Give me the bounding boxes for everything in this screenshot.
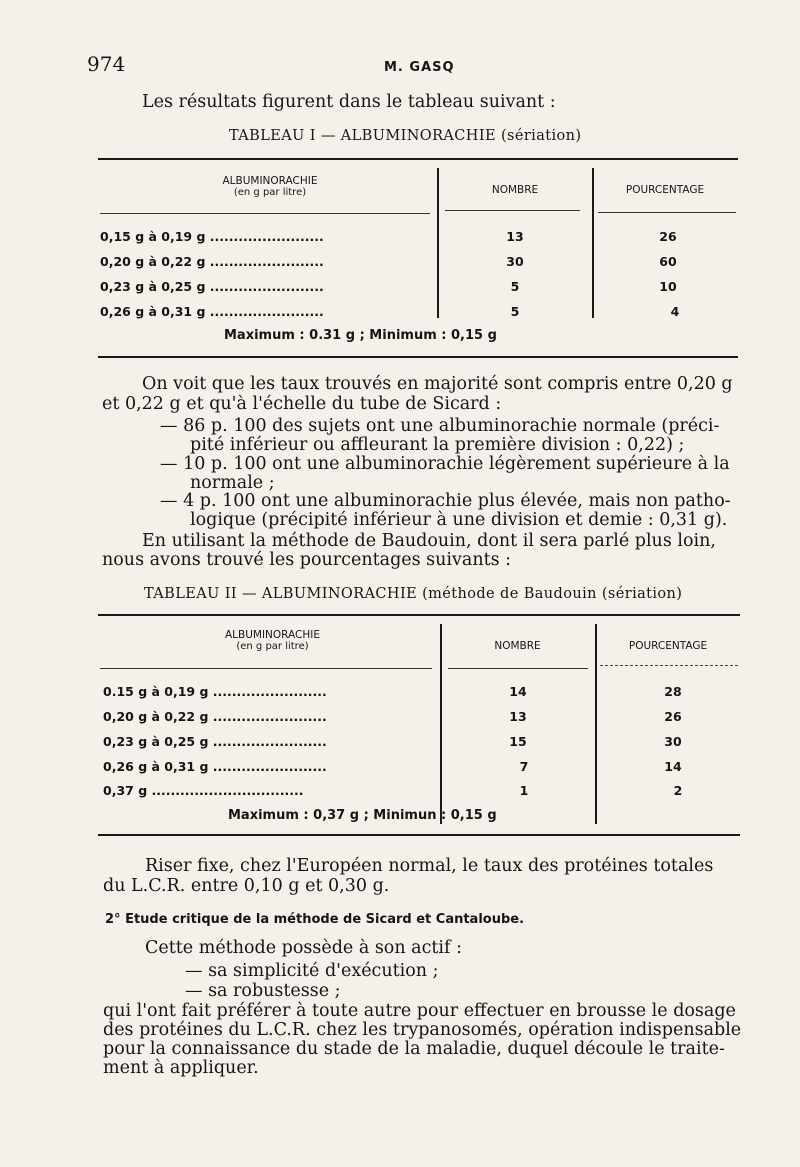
list-item: — sa simplicité d'exécution ;: [185, 961, 439, 981]
para4-line6: pour la connaissance du stade de la maladie, duquel découle le traite-: [103, 1039, 725, 1059]
table-cell-pct: 26: [664, 709, 682, 724]
list-item: — 86 p. 100 des sujets ont une albuminorachie normale (préci-: [160, 416, 720, 436]
running-header: M. GASQ: [384, 60, 455, 75]
table-cell-pct: 60: [659, 254, 677, 269]
table2-header-underline-2: [448, 668, 588, 669]
list-item: pité inférieur ou affleurant la première division : 0,22) ;: [190, 435, 685, 455]
list-item: — 10 p. 100 ont une albuminorachie légèrement supérieure à la: [160, 454, 730, 474]
list-item: — 4 p. 100 ont une albuminorachie plus élevée, mais non patho-: [160, 491, 731, 511]
table1-col1-header: [140, 175, 400, 199]
table2-header-underline-1: [100, 668, 432, 669]
table1-col3-header: POURCENTAGE: [625, 184, 705, 196]
table1-top-rule: [98, 158, 738, 160]
table1-divider-2: [592, 168, 594, 318]
table-cell-nombre: 7: [519, 759, 529, 774]
para3-line2: du L.C.R. entre 0,10 g et 0,30 g.: [103, 876, 390, 896]
table-cell-pct: 14: [664, 759, 682, 774]
para4-line1: Cette méthode possède à son actif :: [145, 938, 462, 958]
table1-col1-subtitle: (en g par litre): [233, 187, 307, 198]
para4-line4: qui l'ont fait préférer à toute autre pour effectuer en brousse le dosage: [103, 1001, 736, 1021]
table1-header-underline-1: [100, 213, 430, 214]
table-cell-nombre: 15: [509, 734, 527, 749]
para1-line2: et 0,22 g et qu'à l'échelle du tube de Sicard :: [102, 394, 502, 414]
table-row: 0,20 g à 0,22 g ........................: [103, 709, 327, 724]
table-cell-pct: 10: [659, 279, 677, 294]
para3-line1: Riser fixe, chez l'Européen normal, le taux des protéines totales: [145, 856, 714, 876]
table1-minmax: Maximum : 0.31 g ; Minimum : 0,15 g: [224, 328, 497, 343]
para2-line1: En utilisant la méthode de Baudouin, dont il sera parlé plus loin,: [142, 531, 716, 551]
table1-col2-header: NOMBRE: [491, 184, 539, 196]
table-cell-nombre: 1: [519, 783, 529, 798]
list-item: logique (précipité inférieur à une division et demie : 0,31 g).: [190, 510, 728, 530]
table-cell-pct: 30: [664, 734, 682, 749]
list-item: normale ;: [190, 473, 275, 493]
table-row: 0.15 g à 0,19 g ........................: [103, 684, 327, 699]
para4-line7: ment à appliquer.: [103, 1058, 259, 1078]
table-cell-nombre: 13: [509, 709, 527, 724]
table1-caption: TABLEAU I — ALBUMINORACHIE (sériation): [229, 128, 582, 144]
table1-col1-title: ALBUMINORACHIE: [222, 175, 318, 187]
table-row: 0,15 g à 0,19 g ........................: [100, 229, 324, 244]
section-title: 2° Etude critique de la méthode de Sicard et Cantaloube.: [105, 912, 525, 927]
table-row: 0,23 g à 0,25 g ........................: [103, 734, 327, 749]
para2-line2: nous avons trouvé les pourcentages suivants :: [102, 550, 512, 570]
table2-header-underline-3: [600, 665, 738, 666]
table2-caption: TABLEAU II — ALBUMINORACHIE (méthode de Baudouin (sériation): [144, 586, 683, 602]
table-cell-pct: 2: [673, 783, 683, 798]
table2-minmax: Maximum : 0,37 g ; Minimun : 0,15 g: [228, 808, 497, 823]
para4-line5: des protéines du L.C.R. chez les trypanosomés, opération indispensable: [103, 1020, 742, 1040]
table-row: 0,23 g à 0,25 g ........................: [100, 279, 324, 294]
table-row: 0,26 g à 0,31 g ........................: [103, 759, 327, 774]
table-cell-nombre: 5: [510, 279, 520, 294]
table-row: 0,37 g ................................: [103, 783, 304, 798]
table-row: 0,20 g à 0,22 g ........................: [100, 254, 324, 269]
list-item: — sa robustesse ;: [185, 981, 341, 1001]
table2-col1-header: [140, 629, 405, 653]
para1-line1: On voit que les taux trouvés en majorité sont compris entre 0,20 g: [142, 374, 733, 394]
table-cell-pct: 28: [664, 684, 682, 699]
table2-col1-subtitle: (en g par litre): [236, 641, 309, 652]
table2-col3-header: POURCENTAGE: [628, 640, 708, 652]
table2-col2-header: NOMBRE: [494, 640, 541, 652]
table2-top-rule: [98, 614, 740, 616]
table2-divider-1: [440, 624, 442, 824]
table-cell-pct: 26: [659, 229, 677, 244]
table1-bottom-rule: [98, 356, 738, 358]
table-cell-nombre: 30: [506, 254, 524, 269]
page-number: 974: [87, 52, 126, 76]
table1-header-underline-3: [598, 212, 736, 213]
table-cell-nombre: 14: [509, 684, 527, 699]
intro-text: Les résultats figurent dans le tableau suivant :: [142, 92, 556, 112]
table1-header-underline-2: [445, 210, 580, 211]
table-cell-pct: 4: [670, 304, 680, 319]
table2-col1-title: ALBUMINORACHIE: [224, 629, 321, 641]
table2-divider-2: [595, 624, 597, 824]
table-cell-nombre: 13: [506, 229, 524, 244]
table2-bottom-rule: [98, 834, 740, 836]
table1-divider-1: [437, 168, 439, 318]
table-cell-nombre: 5: [510, 304, 520, 319]
table-row: 0,26 g à 0,31 g ........................: [100, 304, 324, 319]
